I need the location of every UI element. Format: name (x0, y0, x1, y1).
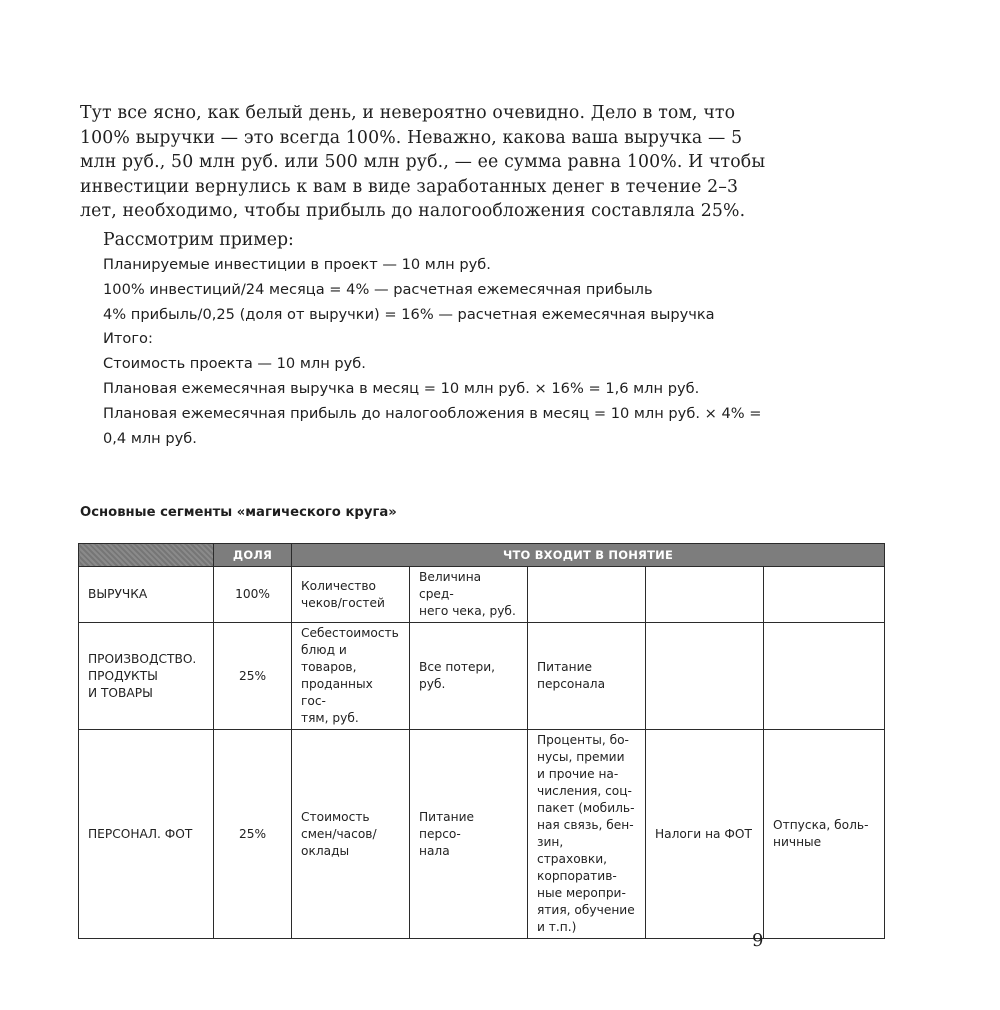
segment-item (646, 567, 764, 623)
header-includes: ЧТО ВХОДИТ В ПОНЯТИЕ (292, 544, 885, 567)
segment-share: 100% (214, 567, 292, 623)
table-title: Основные сегменты «магического круга» (80, 505, 397, 520)
segment-item (764, 623, 885, 730)
segment-item: Величина сред- него чека, руб. (410, 567, 528, 623)
calculation-lines (103, 254, 803, 452)
segment-item: Проценты, бо- нусы, премии и прочие на- числения, соц- пакет (мобиль- ная связь, бен- зин, страховки, корпоратив- ные меропри- ятия, обучение и т.п.) (528, 730, 646, 939)
segments-table (78, 543, 885, 939)
segment-item: Количество чеков/гостей (292, 567, 410, 623)
table-row (79, 623, 885, 730)
example-intro: Рассмотрим пример: (103, 230, 294, 250)
calc-line: Плановая ежемесячная прибыль до налогообложения в месяц = 10 млн руб. × 4% = (103, 404, 762, 422)
header-share: ДОЛЯ (214, 544, 292, 567)
segment-name: ПРОИЗВОДСТВО. ПРОДУКТЫ И ТОВАРЫ (79, 623, 214, 730)
calc-line: Стоимость проекта — 10 млн руб. (103, 355, 366, 373)
table-header-row (79, 544, 885, 567)
calc-line: 100% инвестиций/24 месяца = 4% — расчетная ежемесячная прибыль (103, 280, 653, 298)
segment-item (764, 567, 885, 623)
segment-item (528, 567, 646, 623)
segment-share: 25% (214, 623, 292, 730)
segment-item: Питание персонала (528, 623, 646, 730)
segment-name: ВЫРУЧКА (79, 567, 214, 623)
segment-item: Налоги на ФОТ (646, 730, 764, 939)
table-row (79, 730, 885, 939)
calc-line: Планируемые инвестиции в проект — 10 млн руб. (103, 256, 491, 273)
calc-line: Итого: (103, 330, 153, 348)
calc-line: 4% прибыль/0,25 (доля от выручки) = 16% — расчетная ежемесячная выручка (103, 305, 715, 323)
segment-item: Все потери, руб. (410, 623, 528, 730)
calc-line: 0,4 млн руб. (103, 429, 197, 447)
header-empty-cell (79, 544, 214, 567)
table-row (79, 567, 885, 623)
segment-item: Отпуска, боль- ничные (764, 730, 885, 939)
segment-share: 25% (214, 730, 292, 939)
body-paragraph: Тут все ясно, как белый день, и невероятно очевидно. Дело в том, что 100% выручки — это всегда 100%. Неважно, какова ваша выручка — 5 млн руб., 50 млн руб. или 500 млн руб., — ее сумма равна 100%. И чтобы инвестиции вернулись к вам в виде заработанных денег в течение 2–3 лет, необходимо, чтобы прибыль до налогообложения составляла 25%. (80, 103, 766, 222)
segment-item (646, 623, 764, 730)
page-number: 9 (752, 930, 764, 951)
calc-line: Плановая ежемесячная выручка в месяц = 10 млн руб. × 16% = 1,6 млн руб. (103, 379, 700, 397)
segment-item: Стоимость смен/часов/ оклады (292, 730, 410, 939)
segment-name: ПЕРСОНАЛ. ФОТ (79, 730, 214, 939)
segment-item: Себестоимость блюд и товаров, проданных гос- тям, руб. (292, 623, 410, 730)
segment-item: Питание персо- нала (410, 730, 528, 939)
